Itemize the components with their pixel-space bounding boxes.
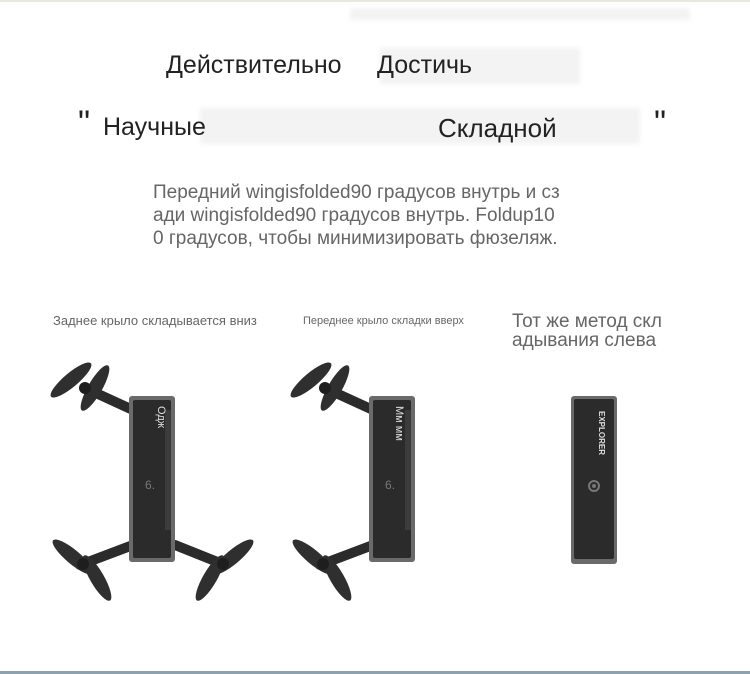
drone-body-number: 6. — [145, 478, 156, 492]
panel-caption-rear-wing: Заднее крыло складывается вниз — [53, 313, 257, 328]
drone-image-rear-fold — [45, 350, 260, 605]
open-quote: " — [78, 104, 91, 142]
drone-image-front-fold — [285, 350, 425, 605]
panel-caption-front-wing: Переднее крыло складки вверх — [303, 315, 464, 327]
background-watermark — [350, 8, 690, 20]
drone-brand-text: EXPLORER — [597, 411, 606, 456]
headline-word: Действительно — [166, 51, 342, 79]
drone-body-text: Одж — [155, 406, 167, 429]
drone-body-number: 6. — [385, 478, 396, 492]
headline-word: Складной — [438, 113, 557, 143]
headline-word: Достичь — [377, 51, 473, 79]
drone-image-folded — [570, 395, 618, 565]
top-rule — [0, 0, 750, 2]
caption-line: Тот же метод скл — [512, 311, 662, 332]
caption-line: адывания слева — [512, 330, 657, 351]
background-watermark — [200, 108, 640, 144]
drone-body-text: Мм мм — [393, 406, 405, 441]
headline-word: Научные — [103, 113, 206, 141]
description — [153, 181, 593, 250]
description-line: 0 градусов, чтобы минимизировать фюзеляж. — [153, 228, 558, 249]
close-quote: " — [654, 104, 667, 142]
description-line: ади wingisfolded90 градусов внутрь. Foldup10 — [153, 205, 555, 226]
description-line: Передний wingisfolded90 градусов внутрь и сз — [153, 182, 560, 203]
panel-caption-same-method — [512, 312, 662, 350]
